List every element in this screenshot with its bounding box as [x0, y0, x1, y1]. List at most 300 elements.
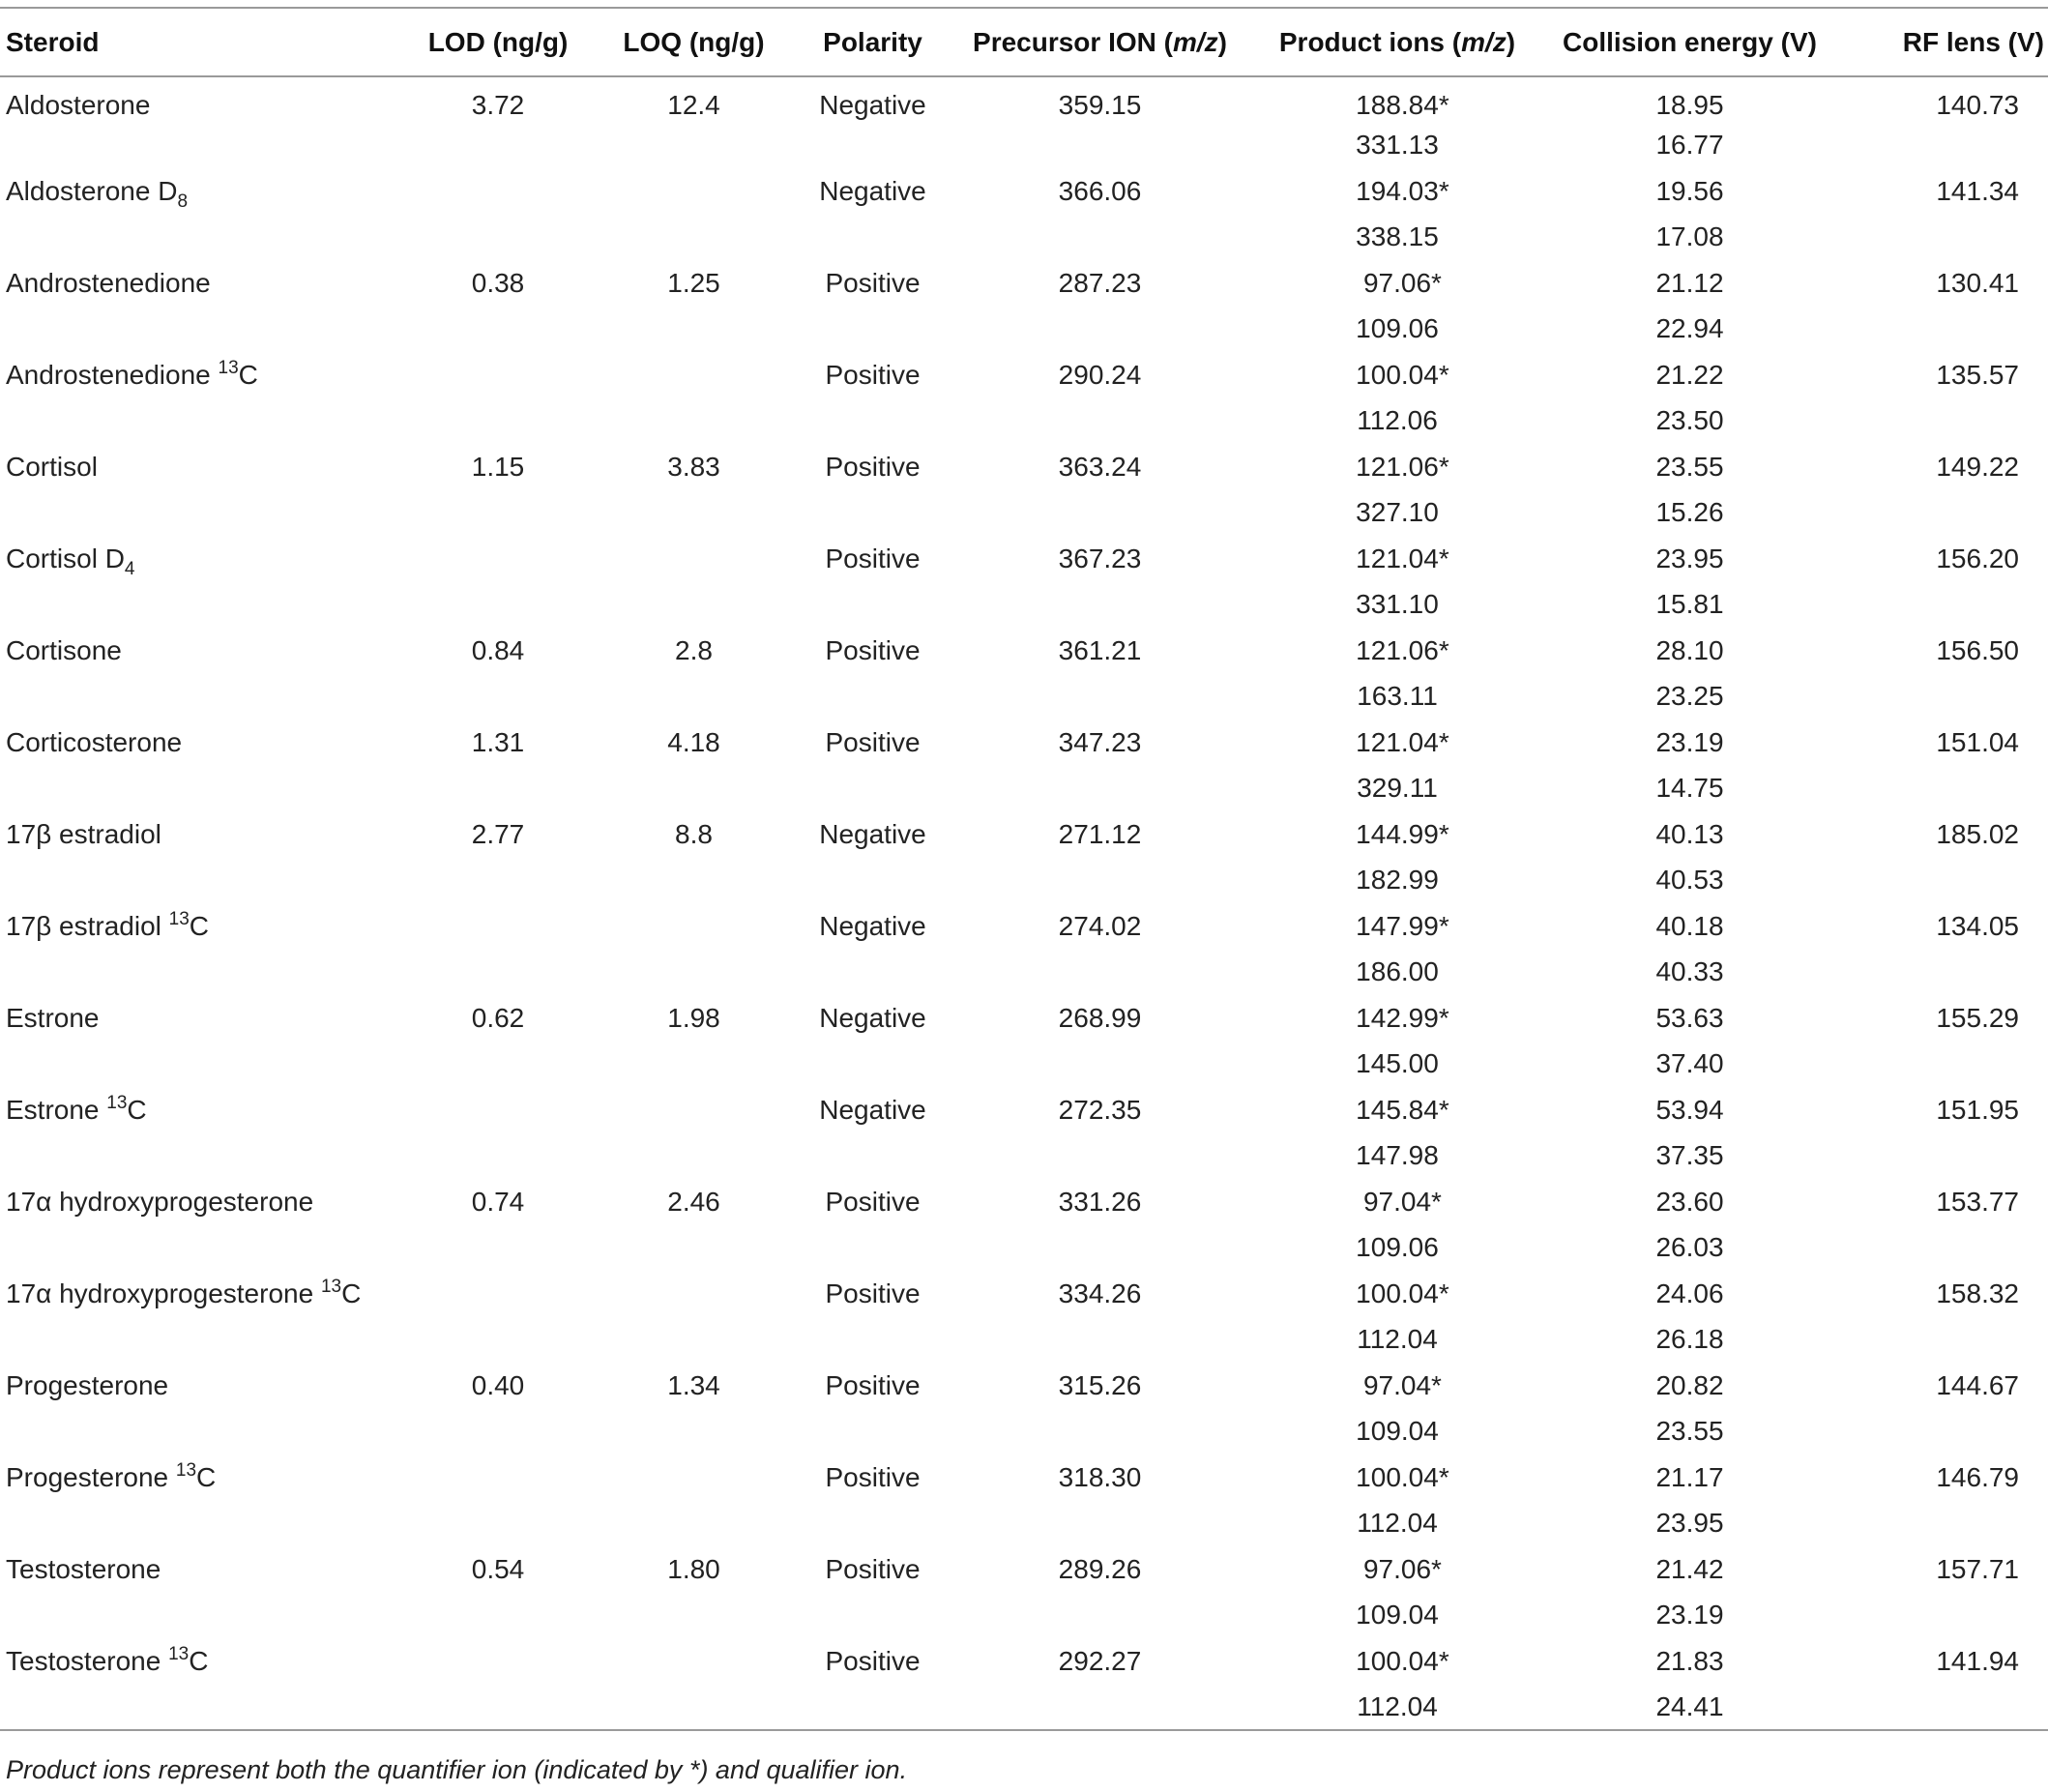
empty-cell	[0, 215, 406, 261]
lod-value	[406, 1454, 590, 1501]
lod-value	[406, 1638, 590, 1685]
precursor-ion-value: 318.30	[1058, 1461, 1142, 1492]
qualifier-ion-value: 112.04	[1252, 1685, 1542, 1731]
isotope-label: 13	[218, 357, 239, 378]
rf-lens-value: 134.05	[1936, 910, 2019, 941]
empty-cell	[948, 674, 1252, 720]
steroid-name	[0, 536, 406, 582]
rf-lens-value: 156.50	[1936, 634, 2019, 665]
empty-cell	[798, 582, 948, 629]
precursor-ion-value: 366.06	[1058, 175, 1142, 206]
quantifier-ion-value	[1356, 175, 1449, 207]
rf-lens-value: 158.32	[1936, 1278, 2019, 1308]
quantifier-mark: *	[1438, 910, 1449, 941]
polarity-value: Negative	[819, 1094, 926, 1125]
empty-cell	[0, 1409, 406, 1455]
quantifier-ion-number: 97.04	[1362, 1369, 1432, 1400]
qualifier-ion-value: 338.15	[1356, 221, 1439, 252]
empty-cell	[0, 1593, 406, 1639]
collision-energy-value: 23.60	[1655, 1186, 1724, 1217]
polarity-value: Positive	[825, 634, 921, 665]
steroid-name-text: Progesterone	[6, 1461, 176, 1492]
empty-cell	[1837, 1042, 2048, 1088]
steroid-name-text: Androstenedione	[6, 267, 211, 298]
empty-cell	[0, 123, 406, 169]
rf-lens-value: 156.20	[1936, 543, 2019, 573]
table-row	[0, 1179, 2048, 1225]
lod-value	[406, 1271, 590, 1317]
steroid-name	[0, 1546, 406, 1593]
steroid-name	[0, 1179, 406, 1225]
table-row	[0, 628, 2048, 674]
qualifier-ion-value: 112.04	[1357, 1508, 1438, 1539]
table-row	[0, 536, 2048, 582]
isotope-label: 13	[168, 908, 190, 929]
table-row	[0, 950, 2048, 996]
quantifier-mark: *	[1438, 1278, 1449, 1308]
precursor-ion-value: 271.12	[1058, 818, 1142, 849]
collision-energy-value: 17.08	[1655, 221, 1724, 252]
loq-value	[590, 1454, 798, 1501]
empty-cell	[798, 1409, 948, 1455]
lod-value: 0.38	[471, 267, 525, 298]
lod-value: 3.72	[471, 90, 525, 121]
lod-value	[406, 352, 590, 398]
quantifier-mark: *	[1438, 634, 1449, 665]
quantifier-ion-cell	[1252, 1546, 1542, 1593]
collision-energy-value: 40.53	[1655, 865, 1724, 896]
collision-energy-value: 23.19	[1655, 1600, 1724, 1630]
empty-cell	[1837, 307, 2048, 353]
empty-cell	[0, 1501, 406, 1547]
lod-value	[406, 903, 590, 950]
empty-cell	[590, 1317, 798, 1364]
collision-energy-value: 15.81	[1655, 589, 1724, 620]
steroid-name-text: Testosterone	[6, 1645, 169, 1676]
steroid-name	[0, 628, 406, 674]
lod-value: 0.40	[471, 1369, 525, 1400]
table-row	[0, 1501, 2048, 1547]
empty-cell	[590, 1042, 798, 1088]
quantifier-ion-value	[1356, 910, 1449, 942]
steroid-name	[0, 352, 406, 398]
table-row	[0, 1271, 2048, 1317]
empty-cell	[406, 766, 590, 812]
polarity-value: Negative	[819, 1002, 926, 1033]
quantifier-ion-value	[1356, 90, 1449, 121]
qualifier-ion-value: 147.98	[1356, 1140, 1439, 1171]
empty-cell	[1837, 1685, 2048, 1731]
collision-energy-value: 19.56	[1655, 175, 1724, 206]
steroid-name	[0, 260, 406, 307]
polarity-value: Positive	[825, 1645, 921, 1676]
collision-energy-value: 24.06	[1655, 1278, 1724, 1308]
empty-cell	[948, 307, 1252, 353]
steroid-name	[0, 811, 406, 858]
table-row	[0, 123, 2048, 169]
header-steroid: Steroid	[0, 8, 406, 76]
quantifier-ion-cell	[1252, 1179, 1542, 1225]
lod-value	[406, 1087, 590, 1133]
table-row	[0, 674, 2048, 720]
quantifier-mark: *	[1438, 1461, 1449, 1492]
steroid-name	[0, 1087, 406, 1133]
quantifier-ion-cell	[1252, 1638, 1542, 1685]
empty-cell	[948, 123, 1252, 169]
table-body	[0, 76, 2048, 1730]
empty-cell	[798, 1593, 948, 1639]
quantifier-ion-cell	[1252, 720, 1542, 766]
rf-lens-value: 146.79	[1936, 1461, 2019, 1492]
collision-energy-value: 23.55	[1655, 451, 1724, 482]
steroid-name-text: Cortisol	[6, 451, 98, 482]
quantifier-mark: *	[1438, 1094, 1449, 1125]
quantifier-mark: *	[1431, 267, 1442, 298]
steroid-name-text: 17β estradiol	[6, 910, 169, 941]
empty-cell	[948, 1685, 1252, 1731]
empty-cell	[590, 1501, 798, 1547]
quantifier-ion-number: 97.06	[1362, 1553, 1432, 1584]
empty-cell	[406, 490, 590, 537]
header-collision-energy: Collision energy (V)	[1542, 8, 1837, 76]
precursor-ion-value: 274.02	[1058, 910, 1142, 941]
empty-cell	[406, 858, 590, 904]
quantifier-ion-cell	[1252, 444, 1542, 490]
collision-energy-value: 22.94	[1655, 313, 1724, 344]
empty-cell	[948, 1409, 1252, 1455]
empty-cell	[798, 398, 948, 445]
quantifier-ion-number: 121.06	[1356, 634, 1439, 665]
isotope-label: 4	[124, 558, 135, 579]
quantifier-ion-number: 145.84	[1356, 1094, 1439, 1125]
quantifier-ion-cell	[1252, 1271, 1542, 1317]
quantifier-ion-cell	[1252, 903, 1542, 950]
empty-cell	[590, 674, 798, 720]
quantifier-ion-value	[1356, 1278, 1449, 1309]
rf-lens-value: 141.94	[1936, 1645, 2019, 1676]
loq-value	[590, 903, 798, 950]
quantifier-mark: *	[1438, 175, 1449, 206]
quantifier-ion-value	[1356, 543, 1449, 574]
empty-cell	[798, 1501, 948, 1547]
empty-cell	[948, 1593, 1252, 1639]
steroid-parameters-table	[0, 7, 2048, 1731]
rf-lens-value: 135.57	[1936, 359, 2019, 390]
polarity-value: Positive	[825, 726, 921, 757]
table-row	[0, 1454, 2048, 1501]
isotope-element: C	[189, 910, 210, 941]
empty-cell	[1837, 858, 2048, 904]
precursor-ion-value: 289.26	[1058, 1553, 1142, 1584]
empty-cell	[406, 950, 590, 996]
empty-cell	[798, 1042, 948, 1088]
quantifier-ion-cell	[1252, 168, 1542, 215]
loq-value: 2.8	[675, 634, 713, 665]
quantifier-mark: *	[1431, 1186, 1442, 1217]
empty-cell	[0, 766, 406, 812]
empty-cell	[590, 1685, 798, 1731]
empty-cell	[798, 1133, 948, 1180]
empty-cell	[406, 1409, 590, 1455]
empty-cell	[1837, 490, 2048, 537]
qualifier-ion-value: 331.13	[1356, 130, 1439, 161]
empty-cell	[406, 1225, 590, 1272]
empty-cell	[0, 490, 406, 537]
header-product-mz: m/z	[1461, 26, 1507, 57]
table-row	[0, 168, 2048, 215]
loq-value: 1.34	[667, 1369, 720, 1400]
steroid-name-text: 17β estradiol	[6, 818, 161, 849]
empty-cell	[406, 1593, 590, 1639]
precursor-ion-value: 315.26	[1058, 1369, 1142, 1400]
empty-cell	[948, 950, 1252, 996]
steroid-name	[0, 1638, 406, 1685]
empty-cell	[948, 858, 1252, 904]
quantifier-ion-value	[1356, 1461, 1449, 1493]
empty-cell	[0, 1042, 406, 1088]
qualifier-ion-value: 331.10	[1356, 589, 1439, 620]
collision-energy-value: 23.25	[1655, 681, 1724, 712]
steroid-name-text: Androstenedione	[6, 359, 219, 390]
qualifier-ion-value: 109.04	[1356, 1416, 1439, 1447]
table-row	[0, 582, 2048, 629]
loq-value	[590, 1271, 798, 1317]
quantifier-ion-value	[1356, 1645, 1449, 1677]
qualifier-ion-value: 182.99	[1356, 865, 1439, 896]
table-row	[0, 352, 2048, 398]
table-row	[0, 1225, 2048, 1272]
collision-energy-value: 26.03	[1655, 1232, 1724, 1263]
steroid-name	[0, 720, 406, 766]
empty-cell	[1837, 1133, 2048, 1180]
header-rf-lens: RF lens (V)	[1837, 8, 2048, 76]
collision-energy-value: 23.55	[1655, 1416, 1724, 1447]
collision-energy-value: 21.12	[1655, 267, 1724, 298]
quantifier-ion-value	[1356, 634, 1449, 666]
quantifier-ion-cell	[1252, 1363, 1542, 1409]
steroid-name	[0, 1454, 406, 1501]
steroid-name-text: Corticosterone	[6, 726, 183, 757]
table-row	[0, 260, 2048, 307]
quantifier-ion-value	[1362, 1369, 1442, 1401]
empty-cell	[590, 1225, 798, 1272]
header-polarity: Polarity	[798, 8, 948, 76]
loq-value: 1.80	[667, 1553, 720, 1584]
empty-cell	[406, 1685, 590, 1731]
polarity-value: Positive	[825, 1461, 921, 1492]
quantifier-mark: *	[1431, 1369, 1442, 1400]
quantifier-ion-number: 100.04	[1356, 1278, 1439, 1308]
collision-energy-value: 53.63	[1655, 1002, 1724, 1033]
table-row	[0, 1409, 2048, 1455]
empty-cell	[406, 307, 590, 353]
precursor-ion-value: 363.24	[1058, 451, 1142, 482]
empty-cell	[0, 398, 406, 445]
empty-cell	[590, 215, 798, 261]
qualifier-ion-value: 329.11	[1357, 773, 1438, 804]
collision-energy-value: 40.13	[1655, 818, 1724, 849]
table-row	[0, 1638, 2048, 1685]
header-precursor	[948, 8, 1252, 76]
empty-cell	[798, 950, 948, 996]
table-row	[0, 490, 2048, 537]
empty-cell	[798, 490, 948, 537]
isotope-element: C	[238, 359, 258, 390]
empty-cell	[0, 1133, 406, 1180]
loq-value: 3.83	[667, 451, 720, 482]
table-row	[0, 76, 2048, 123]
qualifier-ion-value: 186.00	[1356, 956, 1439, 987]
isotope-element: C	[341, 1278, 362, 1308]
loq-value: 8.8	[675, 818, 713, 849]
empty-cell	[590, 307, 798, 353]
isotope-label: 8	[177, 191, 189, 212]
empty-cell	[1837, 766, 2048, 812]
empty-cell	[406, 123, 590, 169]
precursor-ion-value: 331.26	[1058, 1186, 1142, 1217]
rf-lens-value: 155.29	[1936, 1002, 2019, 1033]
empty-cell	[0, 582, 406, 629]
empty-cell	[406, 1133, 590, 1180]
empty-cell	[590, 398, 798, 445]
empty-cell	[406, 1501, 590, 1547]
empty-cell	[406, 1042, 590, 1088]
isotope-element: C	[189, 1645, 209, 1676]
table-row	[0, 720, 2048, 766]
qualifier-ion-value: 163.11	[1357, 681, 1438, 712]
quantifier-ion-cell	[1252, 811, 1542, 858]
header-product-suffix: )	[1506, 26, 1516, 57]
header-loq: LOQ (ng/g)	[590, 8, 798, 76]
empty-cell	[798, 307, 948, 353]
empty-cell	[590, 950, 798, 996]
collision-energy-value: 23.19	[1655, 726, 1724, 757]
empty-cell	[948, 1133, 1252, 1180]
quantifier-ion-number: 147.99	[1356, 910, 1439, 941]
lod-value	[406, 536, 590, 582]
collision-energy-value: 37.35	[1655, 1140, 1724, 1171]
empty-cell	[948, 490, 1252, 537]
polarity-value: Positive	[825, 1553, 921, 1584]
polarity-value: Positive	[825, 1186, 921, 1217]
table-row	[0, 215, 2048, 261]
rf-lens-value: 140.73	[1936, 90, 2019, 121]
rf-lens-value: 151.95	[1936, 1094, 2019, 1125]
loq-value: 1.25	[667, 267, 720, 298]
empty-cell	[1837, 123, 2048, 169]
lod-value: 1.15	[471, 451, 525, 482]
collision-energy-value: 37.40	[1655, 1048, 1724, 1079]
header-lod: LOD (ng/g)	[406, 8, 590, 76]
collision-energy-value: 40.33	[1655, 956, 1724, 987]
rf-lens-value: 185.02	[1936, 818, 2019, 849]
qualifier-ion-value: 109.06	[1356, 313, 1439, 344]
quantifier-mark: *	[1438, 90, 1449, 121]
empty-cell	[798, 123, 948, 169]
quantifier-ion-number: 100.04	[1356, 359, 1439, 390]
isotope-element: C	[127, 1094, 147, 1125]
table-row	[0, 1363, 2048, 1409]
empty-cell	[406, 582, 590, 629]
empty-cell	[1837, 1593, 2048, 1639]
steroid-name	[0, 1363, 406, 1409]
empty-cell	[590, 1409, 798, 1455]
precursor-ion-value: 347.23	[1058, 726, 1142, 757]
steroid-name-text: Aldosterone	[6, 90, 151, 121]
steroid-name	[0, 1271, 406, 1317]
steroid-name-text: Progesterone	[6, 1369, 169, 1400]
rf-lens-value: 153.77	[1936, 1186, 2019, 1217]
loq-value: 12.4	[667, 90, 720, 121]
quantifier-ion-cell	[1252, 995, 1542, 1042]
lod-value: 0.84	[471, 634, 525, 665]
collision-energy-value: 21.22	[1655, 359, 1724, 390]
quantifier-mark: *	[1438, 726, 1449, 757]
empty-cell	[0, 674, 406, 720]
quantifier-ion-value	[1356, 818, 1449, 850]
quantifier-mark: *	[1438, 1002, 1449, 1033]
table-row	[0, 995, 2048, 1042]
lod-value: 0.54	[471, 1553, 525, 1584]
empty-cell	[948, 582, 1252, 629]
collision-energy-value: 14.75	[1655, 773, 1724, 804]
isotope-label: 13	[168, 1643, 190, 1664]
table-row	[0, 1546, 2048, 1593]
empty-cell	[1837, 1409, 2048, 1455]
loq-value	[590, 352, 798, 398]
quantifier-ion-number: 121.04	[1356, 726, 1439, 757]
collision-energy-value: 16.77	[1655, 130, 1724, 161]
steroid-name-text: Estrone	[6, 1094, 107, 1125]
empty-cell	[948, 1501, 1252, 1547]
quantifier-ion-number: 100.04	[1356, 1461, 1439, 1492]
empty-cell	[0, 307, 406, 353]
steroid-name-text: Estrone	[6, 1002, 100, 1033]
loq-value	[590, 1638, 798, 1685]
quantifier-ion-cell	[1252, 76, 1542, 123]
quantifier-ion-number: 194.03	[1356, 175, 1439, 206]
empty-cell	[1837, 674, 2048, 720]
quantifier-ion-value	[1356, 451, 1449, 483]
empty-cell	[948, 1225, 1252, 1272]
empty-cell	[0, 858, 406, 904]
quantifier-ion-number: 97.06	[1362, 267, 1432, 298]
empty-cell	[406, 674, 590, 720]
qualifier-ion-value: 327.10	[1356, 497, 1439, 528]
empty-cell	[590, 123, 798, 169]
rf-lens-value: 141.34	[1936, 175, 2019, 206]
collision-energy-value: 26.18	[1655, 1324, 1724, 1355]
table-row	[0, 1593, 2048, 1639]
empty-cell	[590, 766, 798, 812]
lod-value: 1.31	[471, 726, 525, 757]
qualifier-ion-value: 112.04	[1357, 1324, 1438, 1355]
quantifier-mark: *	[1438, 359, 1449, 390]
quantifier-ion-cell	[1252, 536, 1542, 582]
header-product-prefix: Product ions (	[1278, 26, 1462, 57]
collision-energy-value: 53.94	[1655, 1094, 1724, 1125]
empty-cell	[798, 1317, 948, 1364]
precursor-ion-value: 361.21	[1058, 634, 1142, 665]
empty-cell	[590, 490, 798, 537]
empty-cell	[406, 215, 590, 261]
steroid-name-text: Testosterone	[6, 1553, 161, 1584]
table-row	[0, 1133, 2048, 1180]
quantifier-ion-cell	[1252, 1454, 1542, 1501]
precursor-ion-value: 359.15	[1058, 90, 1142, 121]
empty-cell	[1837, 1501, 2048, 1547]
steroid-name	[0, 444, 406, 490]
